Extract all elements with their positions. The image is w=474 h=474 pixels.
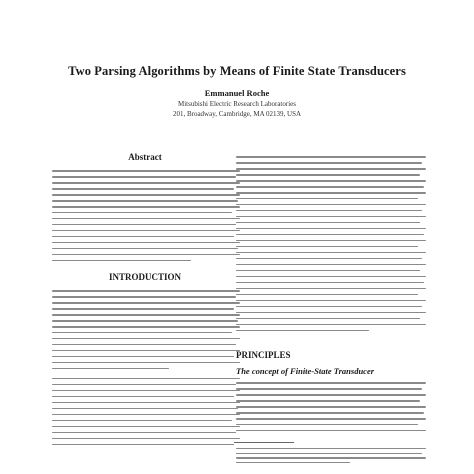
introduction-text — [52, 290, 240, 450]
footnote-rule — [234, 442, 294, 443]
principles-subheading: The concept of Finite-State Transducer — [236, 366, 375, 376]
principles-text — [236, 382, 426, 436]
paper-title: Two Parsing Algorithms by Means of Finite State Transducers — [68, 64, 406, 78]
abstract-heading: Abstract — [128, 152, 162, 162]
affiliation-line-1: Mitsubishi Electric Research Laboratories — [178, 100, 296, 108]
author-name: Emmanuel Roche — [204, 88, 270, 98]
right-column-text-top — [236, 156, 426, 336]
principles-heading: PRINCIPLES — [236, 350, 291, 360]
introduction-heading: INTRODUCTION — [108, 272, 181, 282]
abstract-text — [52, 170, 240, 266]
affiliation-line-2: 201, Broadway, Cambridge, MA 02139, USA — [172, 110, 302, 118]
footnote-text — [236, 448, 426, 467]
